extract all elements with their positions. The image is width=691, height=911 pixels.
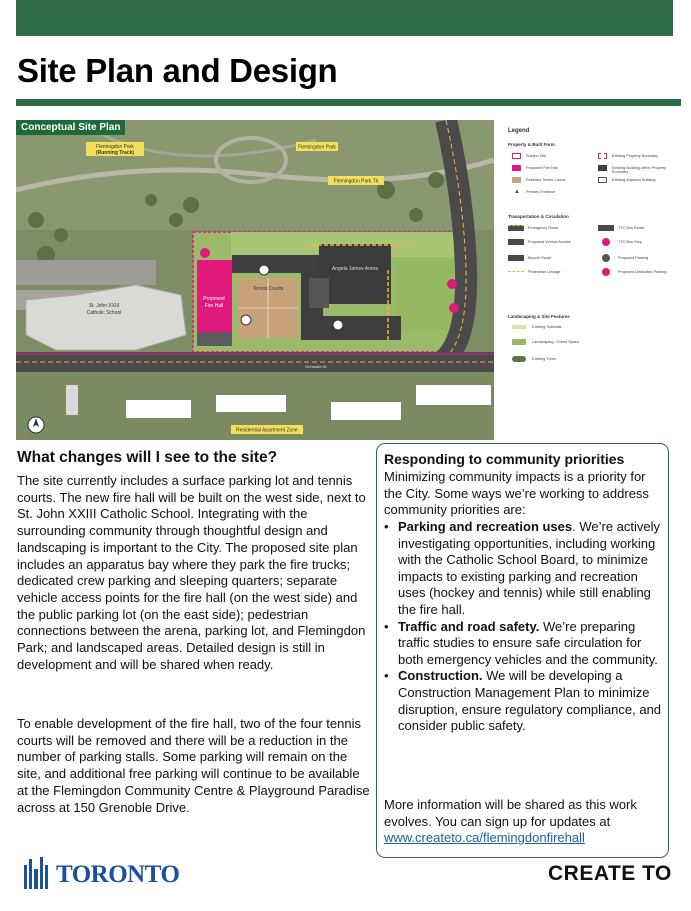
item-text: We’re preparing traffic studies to ensure safe circulation for both emergency vehicles and the community.: [398, 618, 658, 667]
label-running-track: (Running Track): [95, 150, 135, 156]
label-arena: Angela James Arena: [331, 266, 379, 272]
label-school-2: Catholic School: [86, 310, 122, 316]
entrance-arrow-icon: ▲: [514, 189, 520, 195]
item-bold: Parking and recreation uses: [398, 519, 573, 534]
createto-wordmark: CREATE TO: [548, 862, 672, 885]
swatch-vehicle-access: [508, 239, 524, 245]
site-plan-drawing: [16, 120, 494, 440]
label-flemingdon-park: Flemingdon Park: [298, 144, 336, 151]
map-badge: Conceptual Site Plan: [16, 120, 125, 135]
swatch-ttc-route: [598, 225, 614, 231]
section-heading: What changes will I see to the site?: [17, 449, 278, 466]
site-plan-map: [16, 120, 494, 440]
title-divider: [16, 99, 681, 106]
map-legend: [494, 120, 675, 440]
legend-sidewalk: Existing Sidewalk: [532, 325, 562, 329]
label-flemingdon-park-trl: Flemingdon Park Trl: [333, 178, 379, 185]
item-text: We will be developing a Construction Management Plan to minimize disruption, ensure regulatory compliance, and consider public safety.: [398, 668, 662, 734]
toronto-wordmark: TORONTO: [56, 861, 180, 888]
legend-landscaping: Landscaping / Green Space: [532, 340, 580, 344]
swatch-tennis: [512, 177, 521, 183]
more-info-paragraph: [384, 797, 662, 847]
legend-pedestrian: Pedestrian Linkage: [528, 270, 561, 274]
city-hall-icon: [24, 855, 52, 889]
priorities-title: Responding to community priorities: [384, 451, 625, 467]
item-text: . We’re actively investigating opportunities, including working with the Catholic School Board, to minimize impacts to existing parking and recreation uses (hockey and tennis) while still enabling the fire hall.: [398, 519, 661, 617]
legend-adjacent-building: Existing Adjacent Building: [612, 178, 656, 182]
legend-parking: Proposed Parking: [618, 256, 649, 260]
priorities-intro: Minimizing community impacts is a priority for the City. Some ways we’re working to address community priorities are:: [384, 469, 649, 518]
legend-section-landscape: Landscaping & Site Features: [508, 314, 570, 319]
toronto-logo: [24, 853, 179, 889]
legend-trees: Existing Trees: [532, 357, 556, 361]
legend-section-property: Property & Built Form: [508, 142, 555, 147]
swatch-pedestrian: [508, 271, 524, 273]
swatch-bicycle-route: [508, 255, 524, 261]
item-bold: Construction.: [398, 668, 483, 684]
legend-bicycle-route: Bicycle Route: [528, 256, 552, 260]
tree-icon: [512, 356, 526, 362]
swatch-emergency-route: [508, 225, 524, 231]
swatch-landscaping: [512, 339, 526, 345]
swatch-subject-site: [512, 153, 521, 159]
swatch-adjacent-building: [598, 177, 607, 183]
label-flemingdon-park-running: Flemingdon Park: [96, 144, 134, 150]
swatch-fire-hall: [512, 165, 521, 171]
list-item: [384, 519, 664, 619]
item-bold: Traffic and road safety.: [398, 618, 540, 634]
label-residential: Residential Apartment Zone: [236, 427, 298, 434]
label-fire-hall-1: Proposed: [203, 296, 225, 302]
legend-section-transport: Transportation & Circulation: [508, 214, 569, 219]
dedicated-parking-icon: [602, 268, 610, 276]
site-changes-paragraph: The site currently includes a surface parking lot and tennis courts. The new fire hall will be built on the west side, next to St. John XXIII Catholic School. Integrating with the surrounding community through thoughtful design and landscaping is important to the City. The proposed site plan includes an apparatus bay where they park the fire trucks; dedicated crew parking and sleeping quarters; separate vehicle access points for the fire hall (on the west side) and the public parking lot (on the east side); pedestrian connections between the arena, parking lot, and Flemingdon Park; and landscaped areas. Detailed design is still in development and will be shared when ready.: [17, 473, 366, 672]
parking-icon: [602, 254, 610, 262]
legend-ttc-stop: TTC Bus Stop: [618, 240, 642, 244]
label-school-1: St. John XXIII: [88, 303, 120, 309]
legend-emergency-route: Emergency Route: [528, 226, 559, 230]
legend-tennis: Retained Tennis Courts: [526, 178, 566, 182]
createto-logo: [548, 862, 672, 886]
swatch-existing-building: [598, 165, 607, 171]
legend-fire-hall: Proposed Fire Hall: [526, 166, 558, 170]
legend-title: Legend: [508, 128, 530, 134]
bus-stop-icon: [602, 238, 610, 246]
legend-existing-boundary: Existing Property Boundary: [612, 154, 659, 158]
label-tennis-courts: Tennis Courts: [252, 286, 284, 292]
legend-vehicle-access: Proposed Vehicle Access: [528, 240, 571, 244]
top-banner: [16, 0, 673, 36]
legend-primary-entrance: Primary Entrance: [526, 190, 556, 194]
label-street: Grenoble Dr: [305, 364, 327, 369]
label-fire-hall-2: Fire Hall: [204, 303, 224, 309]
legend-subject-site: Subject Site: [526, 154, 547, 158]
legend-ttc-route: TTC Bus Route: [618, 226, 645, 230]
legend-existing-building: Existing Building within Property Boundary: [612, 166, 667, 174]
priorities-list: [384, 519, 664, 735]
signup-link[interactable]: www.createto.ca/flemingdonfirehall: [384, 830, 585, 846]
list-item: [384, 668, 664, 734]
list-item: [384, 619, 664, 669]
more-info-text: More information will be shared as this work evolves. You can sign up for updates at: [384, 797, 637, 829]
legend-dedicated-parking: Proposed Dedicated Parking: [618, 270, 667, 274]
page-title: Site Plan and Design: [17, 52, 338, 89]
swatch-existing-boundary: [598, 153, 607, 159]
swatch-sidewalk: [512, 325, 526, 329]
tennis-parking-paragraph: To enable development of the fire hall, two of the four tennis courts will be removed and there will be a reduction in the number of parking stalls. Some parking will remain on the site, and additional free parking will continue to be available at the Flemingdon Community Centre & Playground Paradise across at 150 Grenoble Drive.: [17, 716, 370, 815]
